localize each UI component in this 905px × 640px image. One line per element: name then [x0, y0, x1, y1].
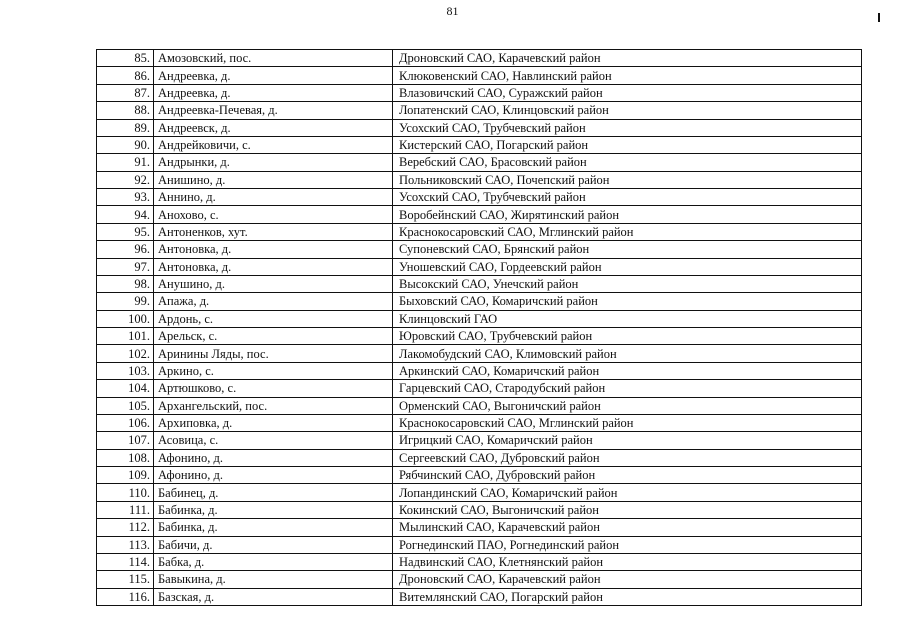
administrative-unit: Сергеевский САО, Дубровский район [393, 449, 862, 466]
settlement-name: Андреевск, д. [154, 119, 393, 136]
row-number: 97. [97, 258, 154, 275]
settlement-name: Андреевка, д. [154, 84, 393, 101]
row-number: 101. [97, 328, 154, 345]
row-number: 93. [97, 189, 154, 206]
settlement-name: Афонино, д. [154, 449, 393, 466]
settlement-name: Афонино, д. [154, 467, 393, 484]
administrative-unit: Кокинский САО, Выгоничский район [393, 501, 862, 518]
row-number: 109. [97, 467, 154, 484]
table-row [97, 102, 862, 119]
table-row [97, 536, 862, 553]
settlement-name: Аркино, с. [154, 362, 393, 379]
settlement-name: Базская, д. [154, 588, 393, 605]
settlement-name: Бабинка, д. [154, 519, 393, 536]
administrative-unit: Юровский САО, Трубчевский район [393, 328, 862, 345]
settlement-name: Архангельский, пос. [154, 397, 393, 414]
administrative-unit: Воробейнский САО, Жирятинский район [393, 206, 862, 223]
row-number: 114. [97, 553, 154, 570]
table-row [97, 119, 862, 136]
table-row [97, 397, 862, 414]
table-row [97, 414, 862, 431]
row-number: 111. [97, 501, 154, 518]
table-row [97, 345, 862, 362]
administrative-unit: Влазовичский САО, Суражский район [393, 84, 862, 101]
administrative-unit: Дроновский САО, Карачевский район [393, 571, 862, 588]
table-row [97, 484, 862, 501]
administrative-unit: Рябчинский САО, Дубровский район [393, 467, 862, 484]
row-number: 95. [97, 223, 154, 240]
settlement-name: Анушино, д. [154, 275, 393, 292]
row-number: 88. [97, 102, 154, 119]
row-number: 104. [97, 380, 154, 397]
administrative-unit: Надвинский САО, Клетнянский район [393, 553, 862, 570]
row-number: 99. [97, 293, 154, 310]
row-number: 98. [97, 275, 154, 292]
administrative-unit: Веребский САО, Брасовский район [393, 154, 862, 171]
settlement-name: Ардонь, с. [154, 310, 393, 327]
settlement-name: Бавыкина, д. [154, 571, 393, 588]
administrative-unit: Усохский САО, Трубчевский район [393, 189, 862, 206]
administrative-unit: Игрицкий САО, Комаричский район [393, 432, 862, 449]
administrative-unit: Высокский САО, Унечский район [393, 275, 862, 292]
row-number: 108. [97, 449, 154, 466]
administrative-unit: Мылинский САО, Карачевский район [393, 519, 862, 536]
row-number: 91. [97, 154, 154, 171]
settlement-name: Артюшково, с. [154, 380, 393, 397]
table-row [97, 449, 862, 466]
row-number: 102. [97, 345, 154, 362]
administrative-unit: Клинцовский ГАО [393, 310, 862, 327]
administrative-unit: Кистерский САО, Погарский район [393, 136, 862, 153]
table-row [97, 223, 862, 240]
table-row [97, 84, 862, 101]
administrative-unit: Польниковский САО, Почепский район [393, 171, 862, 188]
table-row [97, 501, 862, 518]
administrative-unit: Аркинский САО, Комаричский район [393, 362, 862, 379]
row-number: 94. [97, 206, 154, 223]
settlement-name: Анохово, с. [154, 206, 393, 223]
administrative-unit: Лопатенский САО, Клинцовский район [393, 102, 862, 119]
table-row [97, 206, 862, 223]
table-row [97, 154, 862, 171]
row-number: 89. [97, 119, 154, 136]
table-row [97, 275, 862, 292]
administrative-unit: Лопандинский САО, Комаричский район [393, 484, 862, 501]
settlement-name: Арельск, с. [154, 328, 393, 345]
settlement-name: Антоненков, хут. [154, 223, 393, 240]
settlement-name: Антоновка, д. [154, 241, 393, 258]
administrative-unit: Клюковенский САО, Навлинский район [393, 67, 862, 84]
row-number: 116. [97, 588, 154, 605]
row-number: 92. [97, 171, 154, 188]
settlement-name: Андреевка-Печевая, д. [154, 102, 393, 119]
settlement-name: Аннино, д. [154, 189, 393, 206]
settlement-name: Бабинка, д. [154, 501, 393, 518]
row-number: 96. [97, 241, 154, 258]
scan-edge-mark [878, 13, 880, 22]
row-number: 110. [97, 484, 154, 501]
settlements-table-body [97, 50, 862, 606]
settlement-name: Амозовский, пос. [154, 50, 393, 67]
settlement-name: Апажа, д. [154, 293, 393, 310]
administrative-unit: Супоневский САО, Брянский район [393, 241, 862, 258]
settlement-name: Анишино, д. [154, 171, 393, 188]
table-row [97, 136, 862, 153]
row-number: 112. [97, 519, 154, 536]
settlement-name: Андреевка, д. [154, 67, 393, 84]
administrative-unit: Быховский САО, Комаричский район [393, 293, 862, 310]
table-row [97, 241, 862, 258]
table-row [97, 571, 862, 588]
row-number: 106. [97, 414, 154, 431]
table-row [97, 328, 862, 345]
settlement-name: Антоновка, д. [154, 258, 393, 275]
table-row [97, 432, 862, 449]
row-number: 85. [97, 50, 154, 67]
table-row [97, 380, 862, 397]
administrative-unit: Лакомобудский САО, Климовский район [393, 345, 862, 362]
table-row [97, 293, 862, 310]
settlement-name: Аринины Ляды, пос. [154, 345, 393, 362]
administrative-unit: Витемлянский САО, Погарский район [393, 588, 862, 605]
settlement-name: Асовица, с. [154, 432, 393, 449]
row-number: 103. [97, 362, 154, 379]
settlement-name: Андрынки, д. [154, 154, 393, 171]
administrative-unit: Гарцевский САО, Стародубский район [393, 380, 862, 397]
settlement-name: Бабка, д. [154, 553, 393, 570]
settlement-name: Архиповка, д. [154, 414, 393, 431]
row-number: 90. [97, 136, 154, 153]
table-row [97, 50, 862, 67]
administrative-unit: Краснокосаровский САО, Мглинский район [393, 414, 862, 431]
page-number: 81 [446, 4, 459, 18]
row-number: 107. [97, 432, 154, 449]
row-number: 105. [97, 397, 154, 414]
administrative-unit: Рогнединский ПАО, Рогнединский район [393, 536, 862, 553]
administrative-unit: Уношевский САО, Гордеевский район [393, 258, 862, 275]
row-number: 113. [97, 536, 154, 553]
table-row [97, 362, 862, 379]
administrative-unit: Орменский САО, Выгоничский район [393, 397, 862, 414]
row-number: 86. [97, 67, 154, 84]
administrative-unit: Дроновский САО, Карачевский район [393, 50, 862, 67]
row-number: 115. [97, 571, 154, 588]
table-row [97, 467, 862, 484]
table-row [97, 171, 862, 188]
table-row [97, 258, 862, 275]
settlement-name: Андрейковичи, с. [154, 136, 393, 153]
table-row [97, 553, 862, 570]
settlement-name: Бабичи, д. [154, 536, 393, 553]
settlement-name: Бабинец, д. [154, 484, 393, 501]
administrative-unit: Краснокосаровский САО, Мглинский район [393, 223, 862, 240]
table-row [97, 310, 862, 327]
settlements-table [96, 49, 862, 606]
table-row [97, 519, 862, 536]
row-number: 100. [97, 310, 154, 327]
row-number: 87. [97, 84, 154, 101]
table-row [97, 189, 862, 206]
table-row [97, 67, 862, 84]
table-row [97, 588, 862, 605]
administrative-unit: Усохский САО, Трубчевский район [393, 119, 862, 136]
